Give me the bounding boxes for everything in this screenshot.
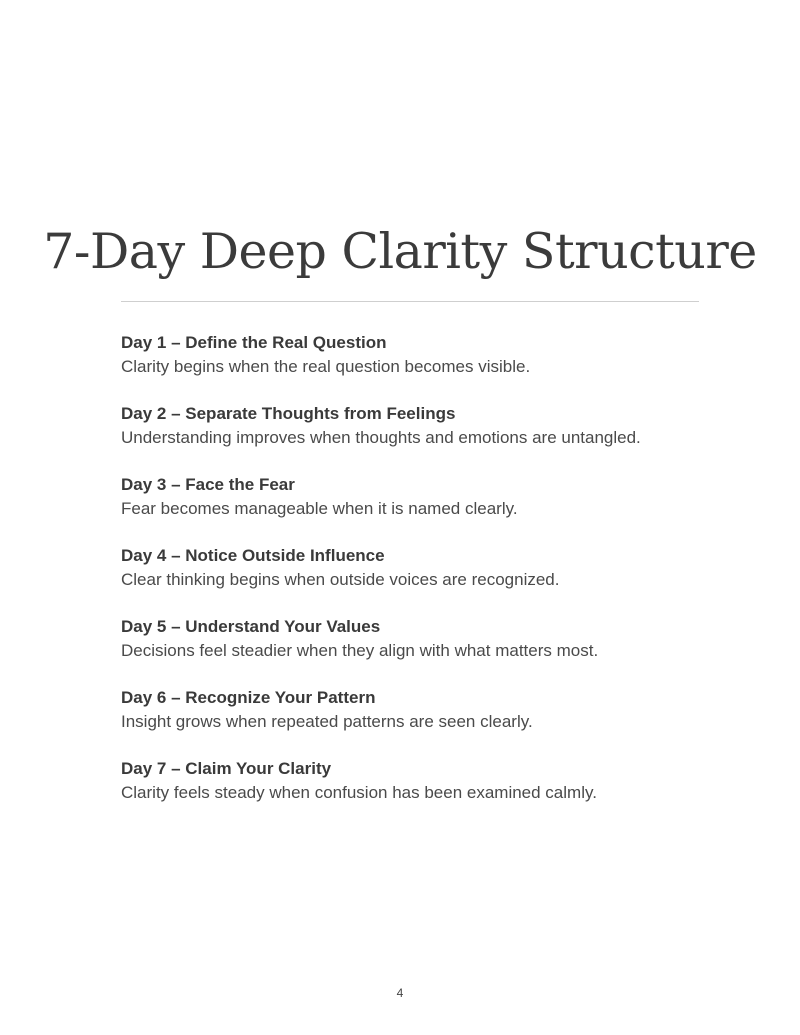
day-heading: Day 2 – Separate Thoughts from Feelings [121,404,456,423]
page-title: 7-Day Deep Clarity Structure [43,223,757,280]
day-heading: Day 3 – Face the Fear [121,475,295,494]
day-description: Clarity begins when the real question becomes visible. [121,357,531,376]
day-item-2 [121,402,681,450]
day-description: Fear becomes manageable when it is named clearly. [121,499,518,518]
day-list [121,331,681,828]
day-heading: Day 1 – Define the Real Question [121,333,387,352]
day-item-6 [121,686,681,734]
day-heading: Day 5 – Understand Your Values [121,617,381,636]
day-item-4 [121,544,681,592]
page-number: 4 [396,986,404,1000]
day-item-5 [121,615,681,663]
day-heading: Day 6 – Recognize Your Pattern [121,688,376,707]
day-item-1 [121,331,681,379]
day-item-3 [121,473,681,521]
day-description: Clarity feels steady when confusion has been examined calmly. [121,783,597,802]
title-divider [121,301,699,302]
day-description: Insight grows when repeated patterns are seen clearly. [121,712,533,731]
day-description: Clear thinking begins when outside voices are recognized. [121,570,560,589]
day-item-7 [121,757,681,805]
day-description: Decisions feel steadier when they align with what matters most. [121,641,599,660]
day-description: Understanding improves when thoughts and emotions are untangled. [121,428,641,447]
day-heading: Day 4 – Notice Outside Influence [121,546,385,565]
day-heading: Day 7 – Claim Your Clarity [121,759,332,778]
